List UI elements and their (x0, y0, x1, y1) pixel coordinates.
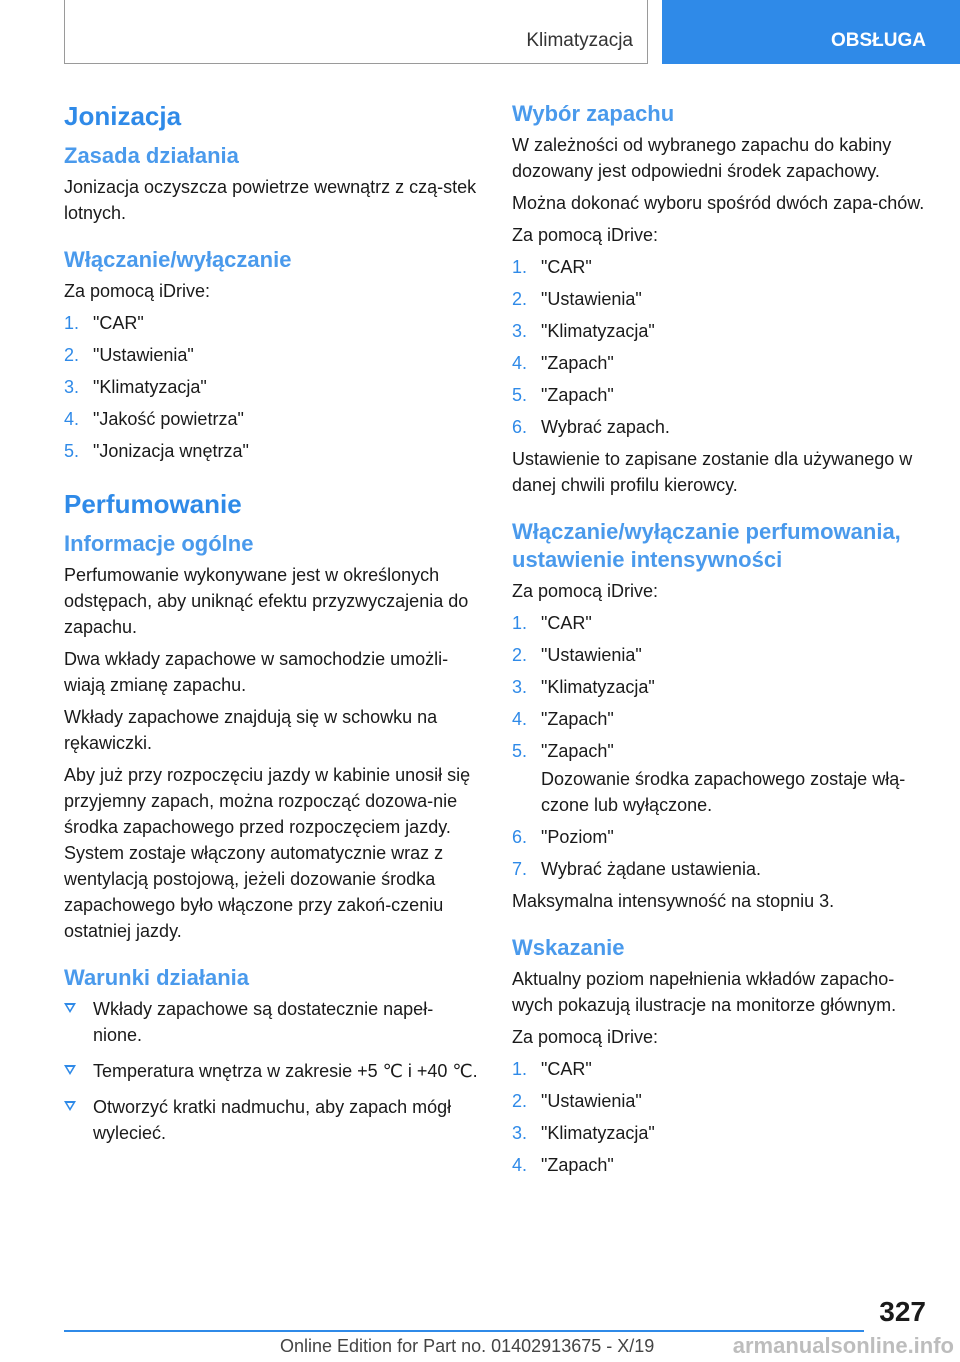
perfume-conditions (64, 996, 480, 1146)
perfume-conditions-heading: Warunki działania (64, 965, 250, 990)
list-item: 1. "CAR" (512, 257, 592, 277)
display-steps (512, 1056, 928, 1178)
ionization-onoff-heading: Włączanie/wyłączanie (64, 247, 292, 272)
perfume-general-heading: Informacje ogólne (64, 531, 254, 556)
list-item: Wkłady zapachowe są dostatecznie napeł-nione. (64, 996, 480, 1048)
intensity-via-idrive: Za pomocą iDrive: (512, 581, 659, 601)
list-item: 7. Wybrać żądane ustawienia. (512, 859, 761, 879)
list-item: 6. Wybrać zapach. (512, 417, 670, 437)
scent-choice-after: Ustawienie to zapisane zostanie dla używanego w danej chwili profilu kierowcy. (512, 449, 913, 495)
triangle-bullet-icon (64, 1003, 76, 1013)
page-number: 327 (879, 1296, 926, 1327)
triangle-bullet-icon (64, 1101, 76, 1111)
scent-choice-paragraph: W zależności od wybranego zapachu do kabiny dozowany jest odpowiedni środek zapachowy. (512, 135, 892, 181)
display-paragraph: Za pomocą iDrive: (512, 1027, 659, 1047)
triangle-bullet-icon (64, 1065, 76, 1075)
list-item: 6. "Poziom" (512, 827, 614, 847)
list-item: 1. "CAR" (64, 313, 144, 333)
scent-choice-paragraph: Można dokonać wyboru spośród dwóch zapa-chów. (512, 193, 925, 213)
list-item: 5. "Zapach" (512, 385, 614, 405)
list-item: 4. "Jakość powietrza" (64, 409, 244, 429)
perfume-paragraph: Wkłady zapachowe znajdują się w schowku na rękawiczki. (64, 707, 438, 753)
ionization-principle-heading: Zasada działania (64, 143, 239, 168)
list-item: Temperatura wnętrza w zakresie +5 ℃ i +40 ℃. (64, 1058, 480, 1084)
list-item: 3. "Klimatyzacja" (512, 677, 655, 697)
section-title: Klimatyzacja (526, 30, 633, 51)
scent-choice-paragraph: Za pomocą iDrive: (512, 225, 659, 245)
ionization-title: Jonizacja (64, 101, 182, 131)
list-item: 3. "Klimatyzacja" (64, 377, 207, 397)
scent-choice-heading: Wybór zapachu (512, 101, 675, 126)
list-item: 3. "Klimatyzacja" (512, 1123, 655, 1143)
list-item: 5. "Jonizacja wnętrza" (64, 441, 249, 461)
footer-divider (64, 1330, 864, 1332)
perfume-title: Perfumowanie (64, 489, 242, 519)
perfume-paragraph: Aby już przy rozpoczęciu jazdy w kabinie unosił się przyjemny zapach, można rozpocząć dozowa-nie środka zapachowego przed rozpoczęciem jazdy. System zostaje włączony automatycznie wraz z wentylacją postojową, jeżeli dozowanie środka zapachowego było włączone przy zakoń-czeniu ostatniej jazdy. (64, 765, 471, 941)
chapter-tab-label: OBSŁUGA (831, 30, 926, 51)
scent-choice-steps (512, 254, 928, 440)
left-column (64, 100, 480, 1156)
list-item: 5. "Zapach" Dozowanie środka zapachowego zostaje włą-czone lub wyłączone. (512, 738, 928, 818)
intensity-after: Maksymalna intensywność na stopniu 3. (512, 891, 835, 911)
chapter-tab (662, 0, 960, 64)
list-item: 1. "CAR" (512, 613, 592, 633)
intensity-steps (512, 610, 928, 882)
footer-edition: Online Edition for Part no. 01402913675 - X/19 (280, 1336, 655, 1356)
right-column (512, 100, 928, 1184)
list-item: 4. "Zapach" (512, 353, 614, 373)
list-item: 2. "Ustawienia" (512, 645, 642, 665)
perfume-paragraph: Perfumowanie wykonywane jest w określonych odstępach, aby uniknąć efektu przyzwyczajenia do zapachu. (64, 565, 469, 637)
list-item: 1. "CAR" (512, 1059, 592, 1079)
watermark: armanualsonline.info (732, 1333, 954, 1358)
step-note: Dozowanie środka zapachowego zostaje włą-czone lub wyłączone. (541, 769, 906, 815)
header-box (64, 0, 648, 64)
list-item: 2. "Ustawienia" (64, 345, 194, 365)
ionization-via-idrive: Za pomocą iDrive: (64, 281, 211, 301)
list-item: 2. "Ustawienia" (512, 289, 642, 309)
intensity-heading: Włączanie/wyłączanie perfumowania, ustawienie intensywności (512, 519, 901, 572)
ionization-principle-text: Jonizacja oczyszcza powietrze wewnątrz z czą-stek lotnych. (64, 177, 477, 223)
list-item: 4. "Zapach" (512, 1155, 614, 1175)
list-item: 4. "Zapach" (512, 709, 614, 729)
list-item: Otworzyć kratki nadmuchu, aby zapach mógł wylecieć. (64, 1094, 480, 1146)
list-item: 2. "Ustawienia" (512, 1091, 642, 1111)
ionization-steps (64, 310, 480, 464)
perfume-paragraph: Dwa wkłady zapachowe w samochodzie umożli-wiają zmianę zapachu. (64, 649, 449, 695)
display-paragraph: Aktualny poziom napełnienia wkładów zapacho-wych pokazują ilustracje na monitorze głównym. (512, 969, 897, 1015)
display-heading: Wskazanie (512, 935, 625, 960)
list-item: 3. "Klimatyzacja" (512, 321, 655, 341)
